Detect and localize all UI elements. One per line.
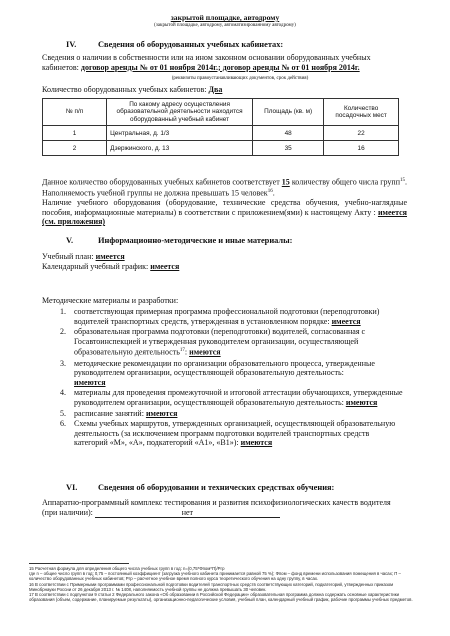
- list-item: [60, 359, 405, 388]
- item-text: методические рекомендации по организации образовательного процесса, утвержденные руководителем организации, осуществляющей образовательную деятельность:: [74, 358, 375, 378]
- item-text: Схемы учебных маршрутов, утвержденных организацией, осуществляющей образовательную деятельность (за исключением программ подготовки водителей транспортных средств категорий «М», «А», подкатегорий «А1», «В1»):: [74, 419, 396, 448]
- equipment-value: имеется (см. приложения): [42, 207, 408, 227]
- capacity-text-a: Данное количество оборудованных учебных кабинетов соответствует: [42, 177, 280, 187]
- table-cell: 22: [324, 126, 399, 141]
- group-capacity-paragraph: Данное количество оборудованных учебных кабинетов соответствует 15 количеству общего числа групп$^{15}$. Наполняемость учебной группы не должна превышать 15 человек$^{16}$.: [42, 177, 407, 198]
- table-cell: 35: [253, 141, 324, 156]
- classroom-count: [42, 85, 222, 95]
- premises-documents: договор аренды № от 01 ноября 2014г.; договор аренды № от 01 ноября 2014г.: [80, 62, 360, 72]
- footnote-16: 16 В соответствии с Примерными программами профессиональной подготовки водителей транспортных средств соответствующих категорий, подкатегорий, утвержденных приказом Минобрнауки России от 26 декабря 2013 г. № 1408, наполняемость учебной группы не должна превышать 30 человек.: [29, 581, 394, 592]
- item-text: соответствующая примерная программа профессиональной подготовки (переподготовки) водителей транспортных средств, утвержденная в установленном порядке:: [74, 307, 380, 326]
- apk-value: нет: [181, 507, 194, 517]
- methods-label: Методические материалы и разработки:: [42, 296, 179, 305]
- equipment-paragraph: [42, 198, 407, 227]
- methods-list: [60, 307, 405, 449]
- table-cell: 2: [43, 141, 107, 156]
- item-number: 1.: [60, 307, 66, 316]
- list-item: 2. образовательная программа подготовки (переподготовки) водителей, согласованная с Госавтоинспекцией и утвержденная руководителем организации, осуществляющей образовательную деятельность$^{17}$: имеются: [60, 327, 366, 358]
- item-number: 3.: [60, 358, 66, 368]
- item-number: 6.: [60, 419, 66, 429]
- section-4-heading: Сведения об оборудованных учебных кабинетах:: [98, 40, 284, 49]
- item-text: расписание занятий:: [74, 408, 144, 418]
- footnote-separator: [29, 563, 129, 564]
- classrooms-table: [42, 98, 399, 156]
- footnote-ref: 15: [400, 178, 405, 183]
- item-text: материалы для проведения промежуточной и итоговой аттестации обучающихся, утвержденные руководителем организации, осуществляющей образовательную деятельность:: [74, 388, 403, 407]
- table-header: По какому адресу осуществления образовательной деятельности находится оборудованный учебный кабинет: [107, 99, 253, 126]
- table-cell: 48: [253, 126, 324, 141]
- apk-text: Аппаратно-программный комплекс тестирования и развития психофизиологических качеств водителя (при наличии):: [42, 498, 391, 517]
- item-number: 2.: [60, 327, 66, 337]
- list-item: [60, 419, 405, 448]
- item-value: имеются: [240, 438, 273, 448]
- section-6-heading: Сведения об оборудовании и технических средствах обучения:: [98, 483, 335, 492]
- table-cell: 16: [324, 141, 399, 156]
- capacity-text-c: . Наполняемость учебной группы не должна превышать 15 человек: [42, 177, 407, 198]
- section-5-number: V.: [66, 236, 74, 245]
- item-number: 5.: [60, 408, 66, 418]
- item-value: имеется: [331, 316, 361, 326]
- header-subtitle: (закрытой площадке, автодрому, автоматизированному автодрому): [154, 23, 296, 28]
- apk-paragraph: [42, 498, 407, 518]
- footnote-ref: 17: [179, 348, 185, 354]
- premises-note: (реквизиты правоустанавливающих документов, срок действия): [171, 76, 309, 81]
- table-cell: Центральная, д. 1/3: [107, 126, 253, 141]
- section-4-paragraph: [42, 53, 407, 72]
- section-5-heading: Информационно-методические и иные материалы:: [98, 236, 293, 245]
- footnote-ref: 16: [267, 189, 273, 195]
- table-cell: Дзержинского, д. 13: [107, 141, 253, 156]
- item-value: имеются: [145, 408, 178, 418]
- list-item: [60, 307, 405, 326]
- table-header-row: [43, 99, 399, 126]
- table-cell: 1: [43, 126, 107, 141]
- list-item: [60, 409, 405, 419]
- capacity-value: 15: [281, 177, 290, 187]
- list-item: [60, 388, 405, 407]
- item-text: образовательная программа подготовки (переподготовки) водителей, согласованная с Госавтоинспекцией и утвержденная руководителем организации, осуществляющей образовательную деятельность: [74, 327, 366, 358]
- footnotes: [29, 566, 421, 602]
- premises-lead: Сведения о наличии в собственности или на ином законном основании оборудованных учебных кабинетов:: [42, 53, 371, 72]
- footnote-17: 17 В соответствии с подпунктом 9 статьи 2 Федерального закона «Об образовании в Российской Федерации» образовательная программа должна содержать основные характеристики образования (объем, содержание, планируемые результаты), организационно-педагогические условия, учебный план, календарный учебный график, рабочие программы учебных предметов.: [29, 592, 413, 603]
- calendar-line: [42, 262, 179, 272]
- table-row: [43, 126, 399, 141]
- footnote-15: 15 Расчетная формула для определения общего числа учебных групп в год: n=(0,75*Фпом*П)/Ргр: [29, 566, 225, 571]
- curriculum-line: [42, 252, 125, 262]
- footnote-15-explanation: где n – общее число групп в год; 0,75 – постоянный коэффициент (загрузка учебного кабинета принимается равной 75 %); Фпом – фонд времени использования помещения в часах; П – количество оборудованных учебных кабинетов; Ргр – расчетное учебное время полного курса теоретического обучения на одну группу, в часах.: [29, 571, 401, 582]
- item-value: имеются: [345, 398, 378, 407]
- curriculum-value: имеется: [95, 252, 125, 261]
- equipment-text: Наличие учебного оборудования (оборудование, технические средства обучения, учебно-наглядные пособия, информационные материалы) в соответствии с приложением(ями) к настоящему Акту :: [42, 198, 407, 217]
- classroom-count-label: Количество оборудованных учебных кабинетов:: [42, 85, 207, 94]
- table-row: [43, 141, 399, 156]
- section-6-number: VI.: [66, 483, 78, 492]
- table-header: Количество посадочных мест: [324, 99, 399, 126]
- header-title: закрытой площадке, автодрому: [170, 13, 280, 22]
- item-value: имеются: [74, 377, 106, 387]
- table-header: Площадь (кв. м): [253, 99, 324, 126]
- curriculum-label: Учебный план:: [42, 252, 94, 261]
- capacity-text-b: количеству общего числа групп: [291, 177, 400, 187]
- item-value: имеются: [189, 348, 221, 358]
- table-header: № п/п: [43, 99, 107, 126]
- calendar-label: Календарный учебный график:: [42, 262, 149, 271]
- item-number: 4.: [60, 388, 66, 398]
- classroom-count-value: Два: [208, 85, 223, 94]
- section-4-number: IV.: [66, 40, 77, 49]
- calendar-value: имеется: [150, 262, 180, 271]
